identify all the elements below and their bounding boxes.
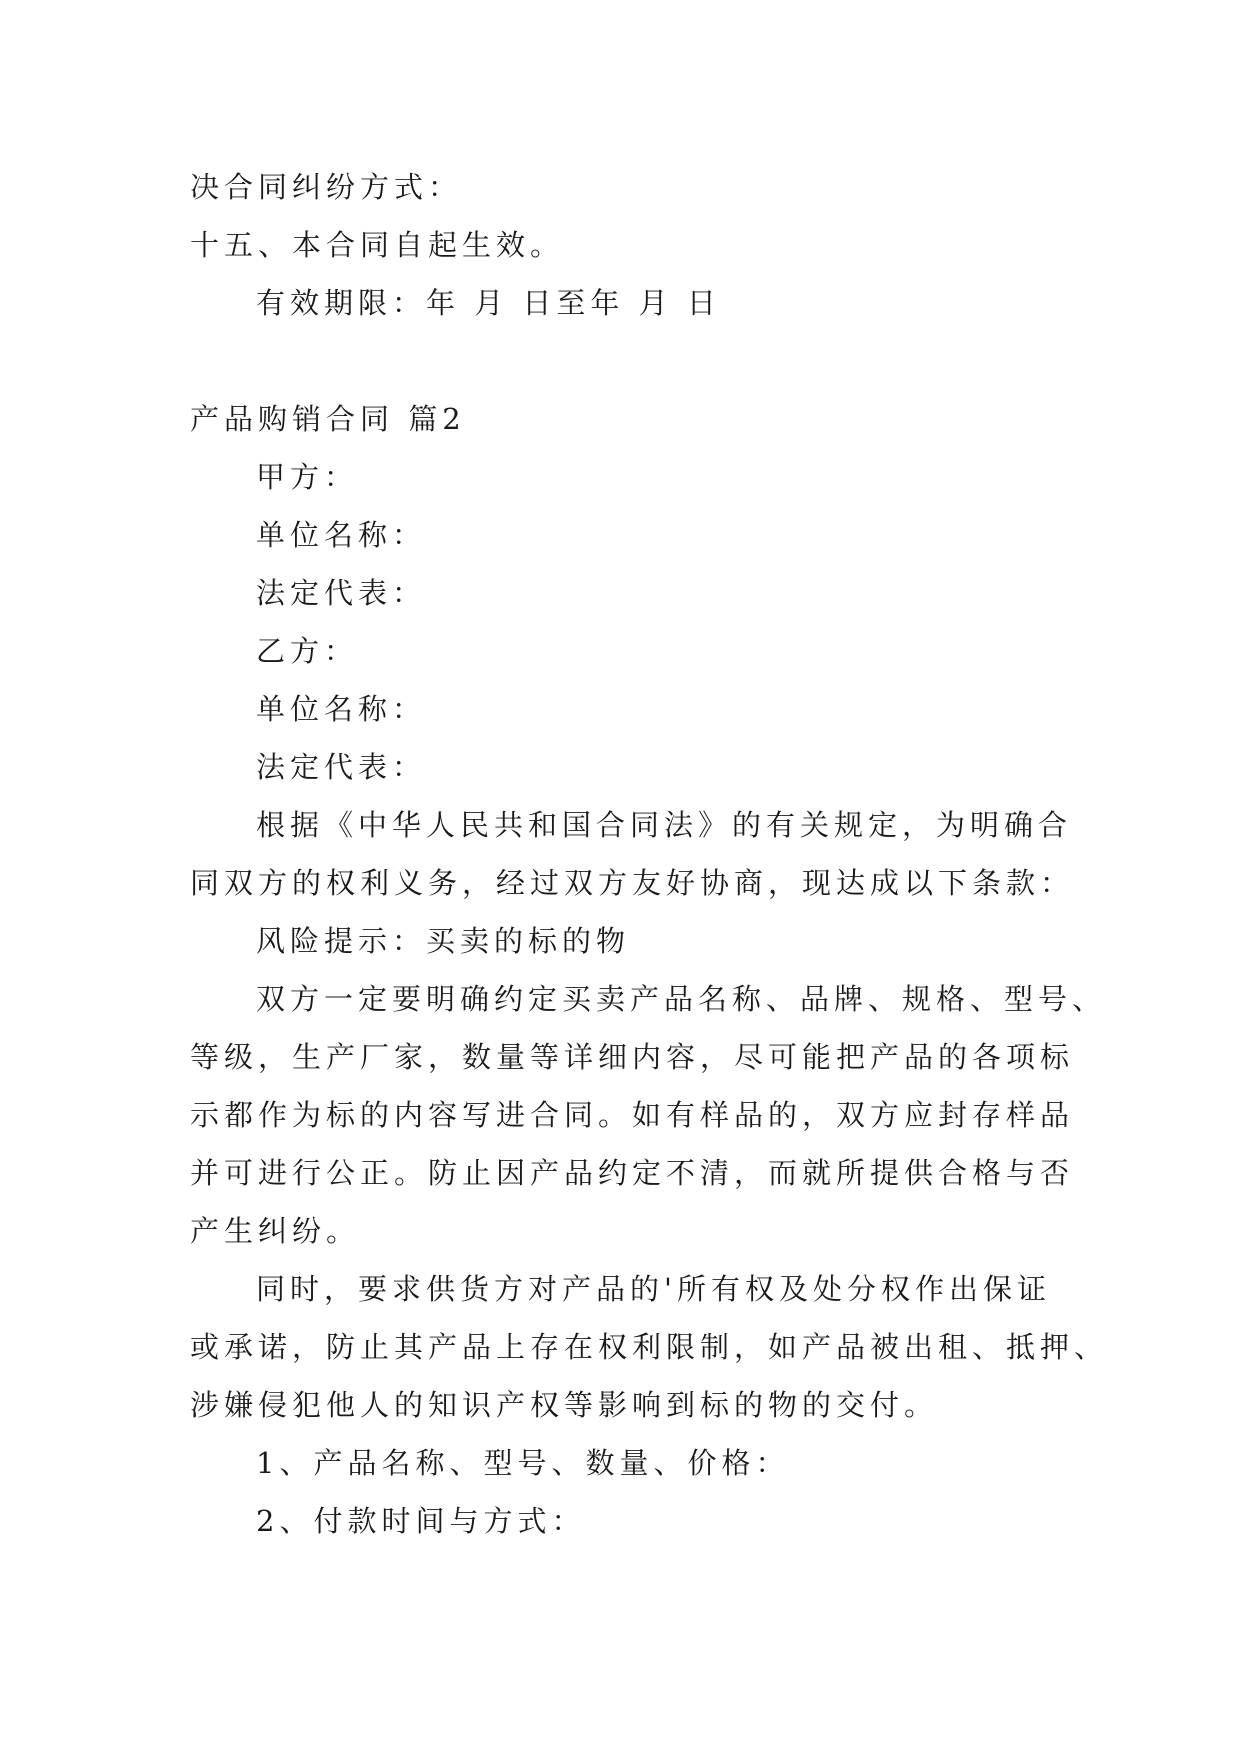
text-line-party-a-representative: 法定代表： xyxy=(256,576,427,610)
text-line-party-b-representative: 法定代表： xyxy=(256,750,427,784)
text-line-party-a-unit-name: 单位名称： xyxy=(256,518,427,552)
text-line-risk-para1-4: 并可进行公正。防止因产品约定不清，而就所提供合格与否 xyxy=(190,1156,1075,1190)
text-line-item-1: 1、产品名称、型号、数量、价格： xyxy=(256,1446,790,1480)
text-line-preamble-1: 根据《中华人民共和国合同法》的有关规定，为明确合 xyxy=(256,808,1073,842)
text-line-party-b: 乙方： xyxy=(256,634,359,668)
text-line-risk-para2-1: 同时，要求供货方对产品的'所有权及处分权作出保证 xyxy=(256,1272,1051,1306)
text-line-risk-notice: 风险提示：买卖的标的物 xyxy=(256,924,631,958)
text-line-validity-period: 有效期限：年 月 日至年 月 日 xyxy=(256,286,721,320)
text-line-party-a: 甲方： xyxy=(256,460,359,494)
text-line-dispute-method: 决合同纠纷方式： xyxy=(190,170,463,204)
text-line-risk-para2-2: 或承诺，防止其产品上存在权利限制，如产品被出租、抵押、 xyxy=(190,1330,1109,1364)
section-title: 产品购销合同 篇2 xyxy=(190,402,466,436)
text-line-risk-para1-3: 示都作为标的内容写进合同。如有样品的，双方应封存样品 xyxy=(190,1098,1075,1132)
text-line-preamble-2: 同双方的权利义务，经过双方友好协商，现达成以下条款： xyxy=(190,866,1075,900)
text-line-risk-para1-5: 产生纠纷。 xyxy=(190,1214,361,1248)
text-line-risk-para1-2: 等级，生产厂家，数量等详细内容，尽可能把产品的各项标 xyxy=(190,1040,1075,1074)
text-line-party-b-unit-name: 单位名称： xyxy=(256,692,427,726)
text-line-clause-15: 十五、本合同自起生效。 xyxy=(190,228,565,262)
text-line-risk-para2-3: 涉嫌侵犯他人的知识产权等影响到标的物的交付。 xyxy=(190,1388,939,1422)
text-line-item-2: 2、付款时间与方式： xyxy=(256,1504,586,1538)
text-line-risk-para1-1: 双方一定要明确约定买卖产品名称、品牌、规格、型号、 xyxy=(256,982,1107,1016)
